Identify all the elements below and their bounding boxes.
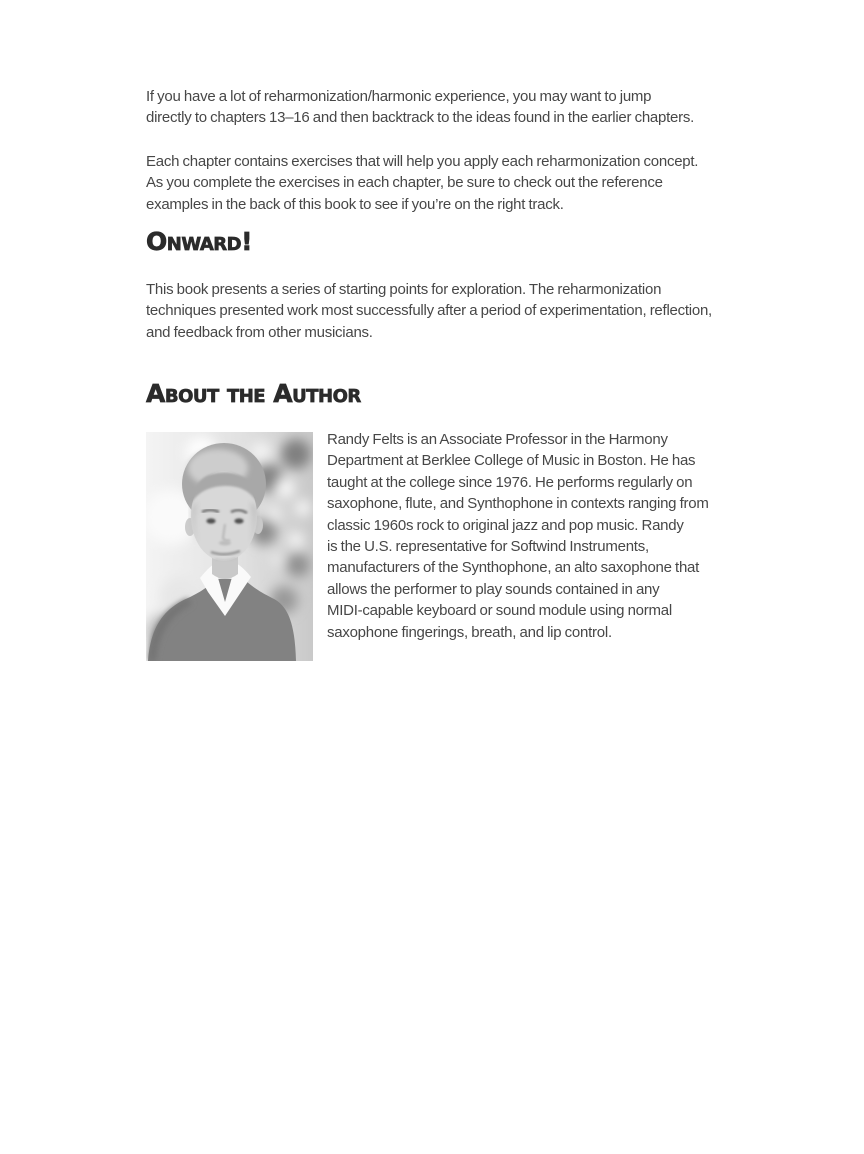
text-line: This book presents a series of starting points for exploration. The reharmonization [146,281,662,298]
intro-paragraph-2 [146,151,698,215]
text-line: Randy Felts is an Associate Professor in the Harmony [327,431,668,448]
text-line: saxophone fingerings, breath, and lip control. [327,623,612,641]
text-line: MIDI-capable keyboard or sound module using normal [327,602,672,620]
text-line: and feedback from other musicians. [146,323,373,341]
text-line: classic 1960s rock to original jazz and pop music. Randy [327,516,684,534]
author-photo [146,432,313,661]
text-line: allows the performer to play sounds contained in any [327,580,660,598]
text-line: directly to chapters 13–16 and then backtrack to the ideas found in the earlier chapters. [146,109,695,127]
about-author-heading: About the Author [146,379,361,408]
author-bio [327,429,709,643]
text-line: Each chapter contains exercises that will help you apply each reharmonization concept. [146,153,699,170]
onward-paragraph [146,279,712,343]
onward-heading: Onward! [146,227,252,256]
text-line: If you have a lot of reharmonization/harmonic experience, you may want to jump [146,88,652,105]
text-line: taught at the college since 1976. He performs regularly on [327,473,693,491]
text-line: examples in the back of this book to see if you’re on the right track. [146,195,564,213]
text-line: As you complete the exercises in each chapter, be sure to check out the reference [146,174,663,192]
text-line: Department at Berklee College of Music in Boston. He has [327,452,696,470]
intro-paragraph-1 [146,86,694,129]
text-line: manufacturers of the Synthophone, an alto saxophone that [327,559,700,577]
text-line: is the U.S. representative for Softwind Instruments, [327,538,649,556]
author-section [146,429,709,661]
text-line: saxophone, flute, and Synthophone in contexts ranging from [327,495,709,513]
text-line: techniques presented work most successfully after a period of experimentation, reflection, [146,302,712,320]
